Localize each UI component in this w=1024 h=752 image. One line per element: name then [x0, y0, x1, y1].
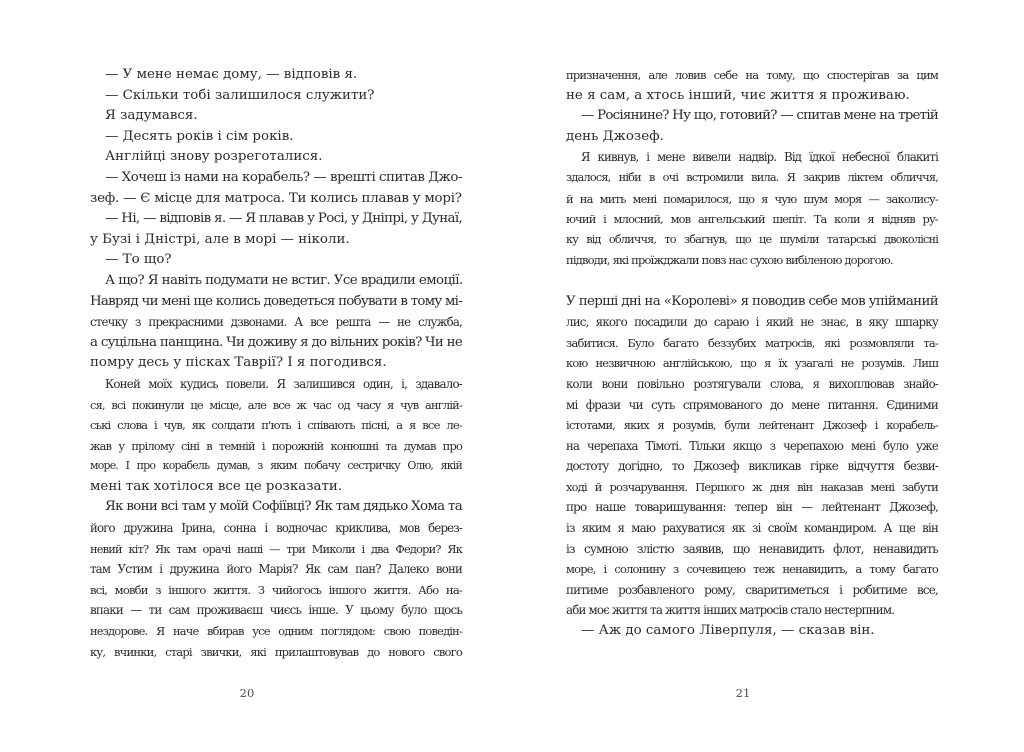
text-line: невий кіт? Як там орачі наші — три Миколи і два Федори? Як [90, 541, 462, 556]
text-line: — Аж до самого Ліверпуля, — сказав він. [581, 623, 875, 639]
text-line: море, і солонину з сочевицею теж ненавидить, а тому багато [566, 562, 938, 577]
text-line: ході й розчарування. Першого ж дня він наказав мені забути [566, 479, 938, 494]
text-line: — Ні, — відповів я. — Я плавав у Росі, у Дніпрі, у Дунаї, [105, 211, 463, 227]
text-line: — Скільки тобі залишилося служити? [105, 87, 375, 103]
text-line: ські слова і чув, як солдати п'ють і співають пісні, а я все ле- [90, 418, 462, 433]
text-line: із яким я маю рахуватися як зі своїм командиром. А ще він [566, 521, 938, 536]
text-line: — Хочеш із нами на корабель? — врешті спитав Джо- [105, 169, 462, 185]
text-line: аби моє життя та життя інших матросів стало нестерпним. [566, 603, 895, 618]
text-line: Англійці знову розреготалися. [105, 149, 323, 165]
page-number-right: 21 [735, 686, 751, 700]
text-line: там Устим і дружина його Марія? Як сам пан? Далеко вони [90, 562, 462, 577]
text-line: А що? Я навіть подумати не встиг. Усе врадили емоції. [105, 272, 463, 288]
text-line: стечку з прекрасними дзвонами. А все решта — не служба, [90, 315, 462, 330]
text-line: питиме розбавленого рому, сваритиметься і робитиме все, [566, 582, 938, 597]
text-line: — Росіянине? Ну що, готовий? — спитав мене на третій [581, 108, 938, 124]
text-line: здалося, ніби в очі встромили вила. Я закрив ліктем обличчя, [566, 170, 938, 184]
text-line: — У мене немає дому, — відповів я. [105, 67, 358, 82]
text-line: й на мить мені помарилося, що я чую шум моря — заколису- [566, 191, 938, 206]
text-line: Я кивнув, і мене вивели надвір. Від їдкої небесної блакиті [581, 150, 938, 165]
page-number-left: 20 [239, 686, 255, 700]
text-line: у Бузі і Дністрі, але в морі — ніколи. [90, 231, 350, 247]
text-line: зеф. — Є місце для матроса. Ти колись плавав у морі? [90, 190, 462, 206]
text-line: нездорове. Я наче вбирав усе одним поглядом: свою поведін- [90, 624, 462, 639]
text-line: Коней моїх кудись повели. Я залишився один, і, здавало- [105, 376, 462, 391]
text-line: істотами, яких я розумів, були лейтенант Джозеф і корабель- [566, 418, 938, 433]
text-line: забитися. Було багато беззубих матросів, які розмовляли та- [566, 335, 938, 350]
text-line: день Джозеф. [566, 128, 664, 144]
text-line: коли вони повільно розтягували слова, я вихоплював знайо- [566, 376, 938, 391]
text-line: мі фрази чи суть спрямованого до мене питання. Єдиними [566, 397, 938, 412]
text-line: всі, мовби з іншого життя. З чийогось іншого життя. Або на- [90, 582, 462, 597]
text-line: Навряд чи мені ще колись доведеться побувати в тому мі- [90, 293, 462, 309]
text-line: У перші дні на «Королеві» я поводив себе мов упійманий [566, 293, 938, 309]
text-line: ся, всі покинули це місце, але все ж час од часу я чув англій- [90, 397, 462, 412]
right-page-text [566, 65, 938, 642]
text-line: кою незвичною англійською, що я їх узагалі не розумів. Лиш [566, 356, 938, 371]
text-line: ку, вчинки, старі звички, які прилаштовував до нового свого [90, 644, 462, 659]
text-line: ку від обличчя, то збагнув, що це шуміли татарські двоколісні [566, 232, 938, 246]
text-line: із сумною злістю заявив, що ненавидить флот, ненавидить [566, 541, 938, 556]
text-line: не я сам, а хтось інший, чиє життя я проживаю. [566, 87, 910, 103]
text-line: підводи, які проїжджали повз нас сухою вибіленою дорогою. [566, 253, 893, 268]
text-line: призначення, але ловив себе на тому, що спостерігав за цим [566, 68, 938, 82]
text-line: мені так хотілося все це розказати. [90, 478, 343, 494]
text-line: достоту догідно, то Джозеф викликав гірке відчуття безви- [566, 459, 938, 474]
text-line: впаки — ти сам проживаєш чиєсь інше. У цьому було щось [90, 603, 462, 618]
text-line: його дружина Ірина, сонна і водночас криклива, мов берез- [90, 521, 462, 536]
text-line: — То що? [105, 252, 172, 268]
text-line: про наше товаришування: тепер він — лейтенант Джозеф, [566, 500, 938, 515]
text-line: жав у прілому сіні в темній і порожній конюшні та думав про [90, 438, 462, 453]
text-line: лис, якого посадили до сараю і який не знає, в яку шпарку [566, 315, 938, 330]
text-line: — Десять років і сім років. [105, 128, 294, 144]
left-page-text [90, 65, 462, 662]
text-line: помру десь у пісках Таврії? І я погодився. [90, 355, 387, 371]
text-line: Як вони всі там у моїй Софіївці? Як там дядько Хома та [105, 499, 462, 515]
text-line: море. І про корабель думав, з яким побачу сестричку Олю, якій [90, 459, 462, 473]
text-line: Я задумався. [105, 108, 198, 124]
text-line: а суцільна панщина. Чи доживу я до вільних років? Чи не [90, 334, 463, 350]
text-line: на черепаха Тімоті. Тільки якщо з черепахою мені було уже [566, 438, 938, 453]
text-line: ючий і млосний, мов ангельський шепіт. Та коли я відняв ру- [566, 212, 938, 227]
